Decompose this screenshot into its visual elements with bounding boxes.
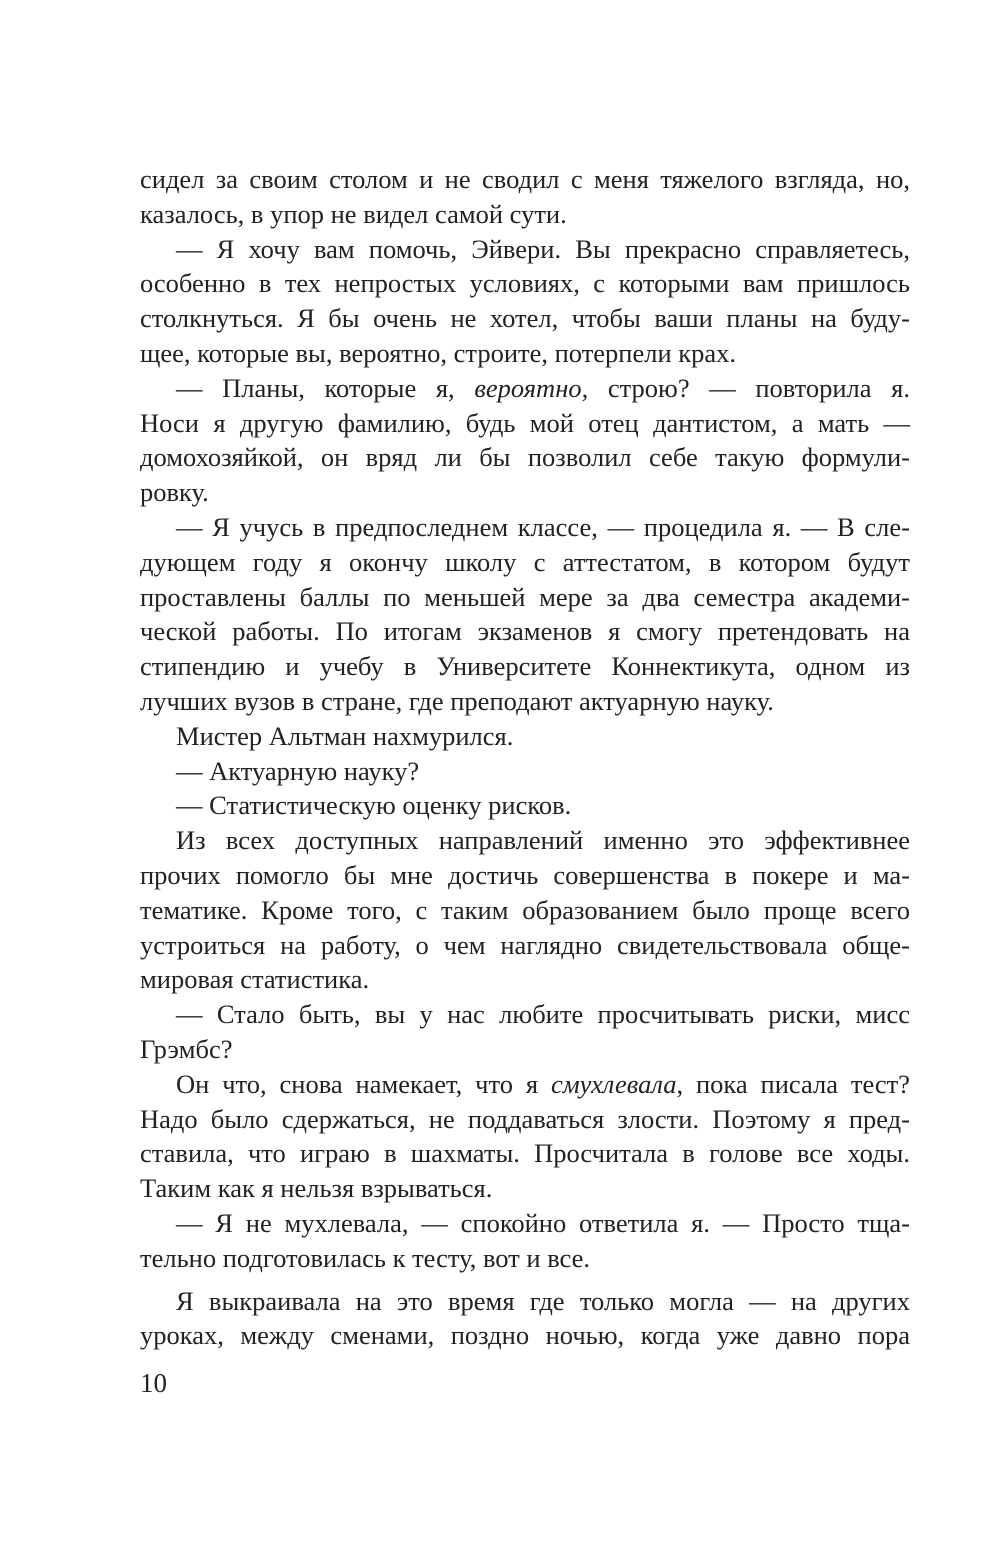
italic-word: вероятно, bbox=[474, 372, 589, 403]
text-line: сидел за своим столом и не сводил с меня тяжелого взгляда, но, bbox=[140, 164, 910, 194]
text-line: ровку. bbox=[140, 477, 209, 508]
text-line: Носи я другую фамилию, будь мой отец дантистом, а мать — bbox=[140, 407, 910, 438]
text-line: проставлены баллы по меньшей мере за два семестра академи- bbox=[140, 581, 910, 612]
text-line: тельно подготовилась к тесту, вот и все. bbox=[140, 1242, 591, 1273]
text-line: столкнуться. Я бы очень не хотел, чтобы ваши планы на буду- bbox=[140, 303, 910, 334]
text-line: Я выкраивала на это время где только могла — на других bbox=[176, 1285, 910, 1316]
text-line: мировая статистика. bbox=[140, 964, 370, 995]
text-line bbox=[140, 1067, 910, 1102]
text-line: тематике. Кроме того, с таким образованием было проще всего bbox=[140, 894, 910, 925]
text-line: Надо было сдержаться, не поддаваться злости. Поэтому я пред- bbox=[140, 1103, 910, 1134]
text-line: ставила, что играю в шахматы. Просчитала в голове все ходы. bbox=[140, 1138, 910, 1169]
text-line: — Я учусь в предпоследнем классе, — процедила я. — В сле- bbox=[176, 511, 910, 542]
text-line: ческой работы. По итогам экзаменов я смогу претендовать на bbox=[140, 616, 910, 647]
text-line: особенно в тех непростых условиях, с которыми вам пришлось bbox=[140, 268, 910, 299]
text-line: — Статистическую оценку рисков. bbox=[176, 790, 572, 821]
text-line: стипендию и учебу в Университете Коннектикута, одном из bbox=[140, 651, 910, 682]
text-line: — Я не мухлевала, — спокойно ответила я. — Просто тща- bbox=[176, 1207, 910, 1238]
text-segment: — Планы, которые я, bbox=[176, 372, 475, 403]
italic-word: смухлевала bbox=[550, 1068, 677, 1099]
text-line: уроках, между сменами, поздно ночью, когда уже давно пора bbox=[140, 1320, 910, 1351]
text-line: дующем году я окончу школу с аттестатом, в котором будут bbox=[140, 546, 910, 577]
text-line: лучших вузов в стране, где преподают актуарную науку. bbox=[140, 685, 774, 716]
text-line: устроиться на работу, о чем наглядно свидетельствовала обще- bbox=[140, 929, 910, 960]
page-number: 10 bbox=[140, 1368, 167, 1398]
text-segment: строю? — повторила я. bbox=[588, 372, 910, 403]
text-line: казалось, в упор не видел самой сути. bbox=[140, 198, 567, 229]
text-line: Таким как я нельзя взрываться. bbox=[140, 1173, 493, 1204]
body-text bbox=[140, 162, 910, 1353]
text-line: Мистер Альтман нахмурился. bbox=[176, 720, 514, 751]
text-line: щее, которые вы, вероятно, строите, потерпели крах. bbox=[140, 337, 737, 368]
text-line: Из всех доступных направлений именно это эффективнее bbox=[176, 825, 910, 856]
text-line: Грэмбс? bbox=[140, 1033, 233, 1064]
text-line bbox=[140, 371, 910, 406]
text-segment: Он что, снова намекает, что я bbox=[176, 1068, 551, 1099]
text-line: домохозяйкой, он вряд ли бы позволил себе такую формули- bbox=[140, 442, 910, 473]
text-line: — Актуарную науку? bbox=[176, 755, 420, 786]
text-line: — Я хочу вам помочь, Эйвери. Вы прекрасно справляетесь, bbox=[176, 233, 910, 264]
text-segment: , пока писала тест? bbox=[676, 1068, 910, 1099]
text-line: прочих помогло бы мне достичь совершенства в покере и ма- bbox=[140, 859, 910, 890]
text-line: — Стало быть, вы у нас любите просчитывать риски, мисс bbox=[176, 999, 910, 1030]
